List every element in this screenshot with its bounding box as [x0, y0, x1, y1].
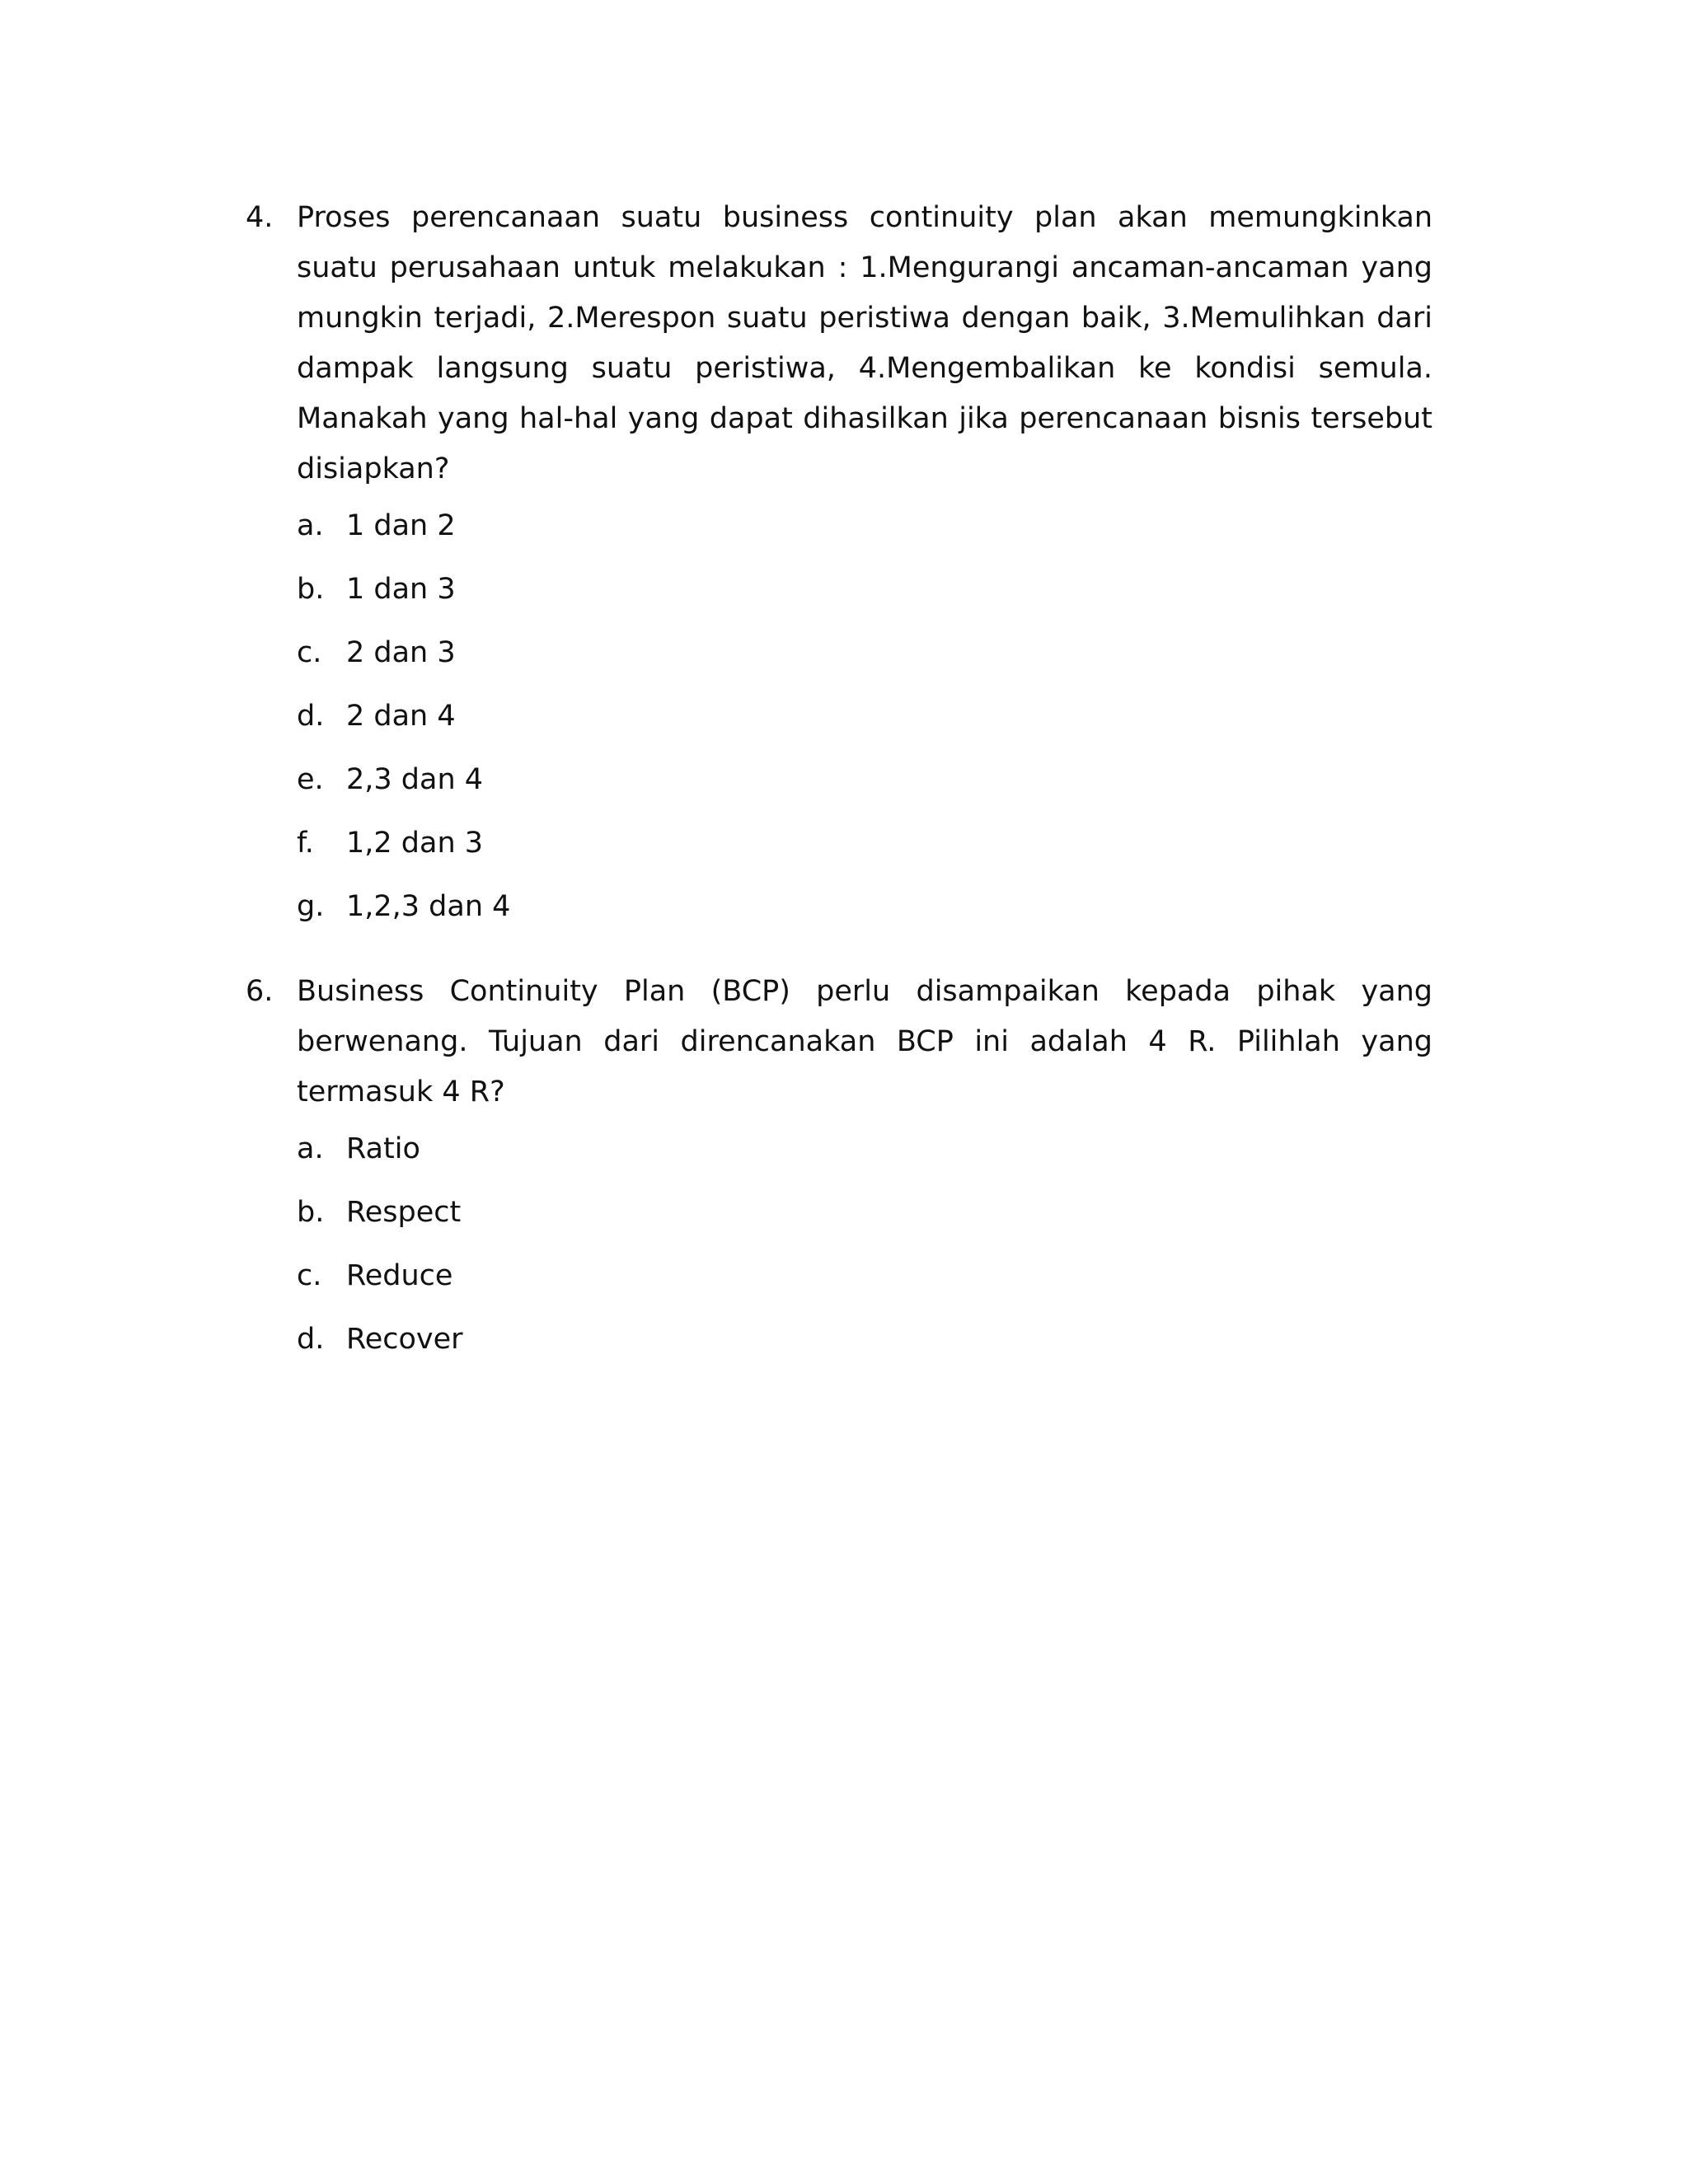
option-letter: c.	[297, 636, 322, 669]
option-text: Recover	[346, 1323, 463, 1356]
question-number: 4.	[246, 201, 274, 234]
option-text: 2,3 dan 4	[346, 763, 484, 796]
option-letter: a.	[297, 509, 324, 542]
option-c	[297, 621, 1432, 685]
option-d	[297, 685, 1432, 748]
question-text: Proses perencanaan suatu business continuity plan akan memungkinkan suatu perusahaan untuk melakukan : 1.Mengurangi ancaman-ancaman yang mungkin terjadi, 2.Merespon suatu peristiwa dengan baik, 3.Memulihkan dari dampak langsung suatu peristiwa, 4.Mengembalikan ke kondisi semula. Manakah yang hal-hal yang dapat dihasilkan jika perencanaan bisnis tersebut disiapkan?	[297, 201, 1432, 485]
option-e	[297, 748, 1432, 812]
option-text: 1,2,3 dan 4	[346, 890, 511, 923]
answer-options	[297, 494, 1432, 939]
question-number: 6.	[246, 975, 274, 1008]
option-letter: a.	[297, 1132, 324, 1165]
question-text: Business Continuity Plan (BCP) perlu disampaikan kepada pihak yang berwenang. Tujuan dari direncanakan BCP ini adalah 4 R. Pilihlah yang termasuk 4 R?	[297, 975, 1432, 1108]
option-f	[297, 812, 1432, 875]
option-text: 1,2 dan 3	[346, 827, 484, 860]
option-letter: b.	[297, 573, 325, 606]
option-letter: e.	[297, 763, 324, 796]
option-letter: d.	[297, 700, 325, 733]
option-a	[297, 494, 1432, 558]
option-letter: g.	[297, 890, 325, 923]
option-d	[297, 1308, 1432, 1371]
option-g	[297, 875, 1432, 939]
option-text: Respect	[346, 1196, 462, 1229]
question-6-row	[246, 967, 1432, 1118]
option-letter: d.	[297, 1323, 325, 1356]
question-4	[246, 193, 1432, 939]
option-letter: c.	[297, 1259, 322, 1292]
question-4-row	[246, 193, 1432, 494]
option-text: Ratio	[346, 1132, 420, 1165]
option-text: 1 dan 3	[346, 573, 456, 606]
question-6	[246, 967, 1432, 1371]
option-text: Reduce	[346, 1259, 453, 1292]
option-a	[297, 1118, 1432, 1181]
option-b	[297, 558, 1432, 621]
option-letter: f.	[297, 827, 314, 860]
answer-options	[297, 1118, 1432, 1371]
option-text: 2 dan 4	[346, 700, 456, 733]
option-b	[297, 1181, 1432, 1244]
option-text: 2 dan 3	[346, 636, 456, 669]
option-text: 1 dan 2	[346, 509, 456, 542]
option-letter: b.	[297, 1196, 325, 1229]
option-c	[297, 1244, 1432, 1308]
